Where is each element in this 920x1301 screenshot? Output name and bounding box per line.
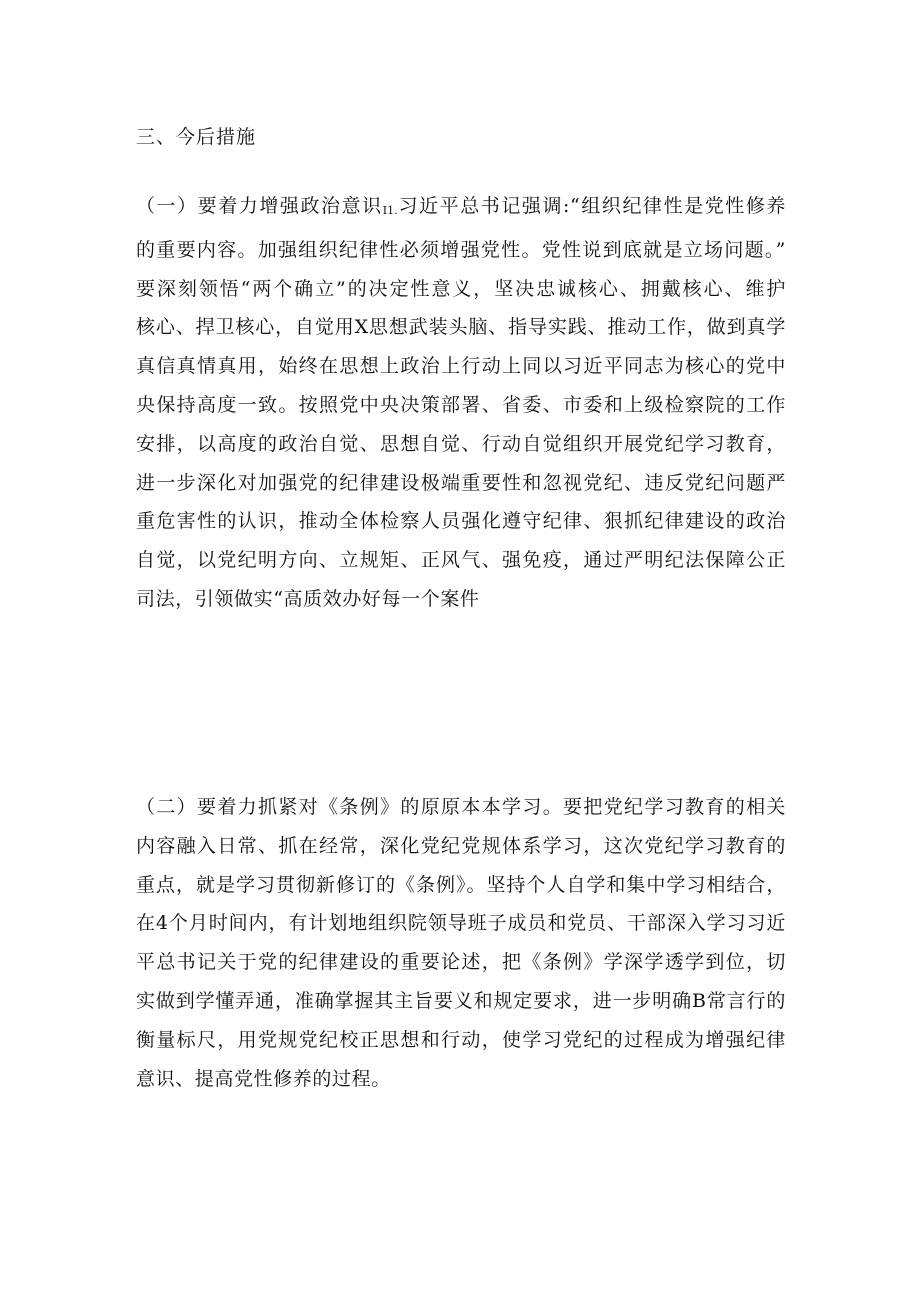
section-heading: 三、今后措施 xyxy=(136,126,257,148)
paragraph-line: 在4个月时间内，有计划地组织院领导班子成员和党员、干部深入学习习近 xyxy=(136,912,786,935)
paragraph-line: 重点，就是学习贯彻新修订的《条例》。坚持个人自学和集中学习相结合， xyxy=(136,873,786,896)
paragraph-line: 进一步深化对加强党的纪律建设极端重要性和忽视党纪、违反党纪问题严 xyxy=(136,471,786,494)
paragraph-line: 央保持高度一致。按照党中央决策部署、省委、市委和上级检察院的工作 xyxy=(136,393,786,416)
paragraph-line: 意识、提高党性修养的过程。 xyxy=(136,1067,391,1090)
paragraph-line: 核心、捍卫核心，自觉用X思想武装头脑、指导实践、推动工作，做到真学 xyxy=(136,316,786,339)
paragraph-line-text: 习近平总书记强调:“组织纪律性是党性修养 xyxy=(397,195,786,217)
paragraph-line: 平总书记关于党的纪律建设的重要论述，把《条例》学深学透学到位，切 xyxy=(136,951,786,974)
paragraph-line: 实做到学懂弄通，准确掌握其主旨要义和规定要求，进一步明确B常言行的 xyxy=(136,989,786,1012)
paragraph-political-awareness xyxy=(136,187,786,619)
paragraph-line: 安排，以高度的政治自觉、思想自觉、行动自觉组织开展党纪学习教育， xyxy=(136,432,786,455)
paragraph-regulations-study xyxy=(136,788,786,1098)
paragraph-line: 真信真情真用，始终在思想上政治上行动上同以习近平同志为核心的党中 xyxy=(136,355,786,378)
paragraph-line: 的重要内容。加强组织纪律性必须增强党性。党性说到底就是立场问题。” xyxy=(136,238,786,261)
paragraph-line: 内容融入日常、抓在经常，深化党纪党规体系学习，这次党纪学习教育的 xyxy=(136,834,786,857)
paragraph-line-text: （一）要着力增强政治意识 xyxy=(136,195,383,217)
paragraph-line: 司法，引领做实“高质效办好每一个案件 xyxy=(136,587,480,610)
paragraph-line: 重危害性的认识，推动全体检察人员强化遵守纪律、狠抓纪律建设的政治 xyxy=(136,510,786,533)
paragraph-line xyxy=(136,187,786,231)
paragraph-line: （二）要着力抓紧对《条例》的原原本本学习。要把党纪学习教育的相关 xyxy=(136,796,786,818)
paragraph-line: 衡量标尺，用党规党纪校正思想和行动，使学习党纪的过程成为增强纪律 xyxy=(136,1028,786,1051)
paragraph-line: 要深刻领悟“两个确立”的决定性意义，坚决忠诚核心、拥戴核心、维护 xyxy=(136,277,786,300)
footnote-mark: I1. xyxy=(382,204,398,217)
paragraph-line: 自觉，以党纪明方向、立规矩、正风气、强免疫，通过严明纪法保障公正 xyxy=(136,549,786,572)
